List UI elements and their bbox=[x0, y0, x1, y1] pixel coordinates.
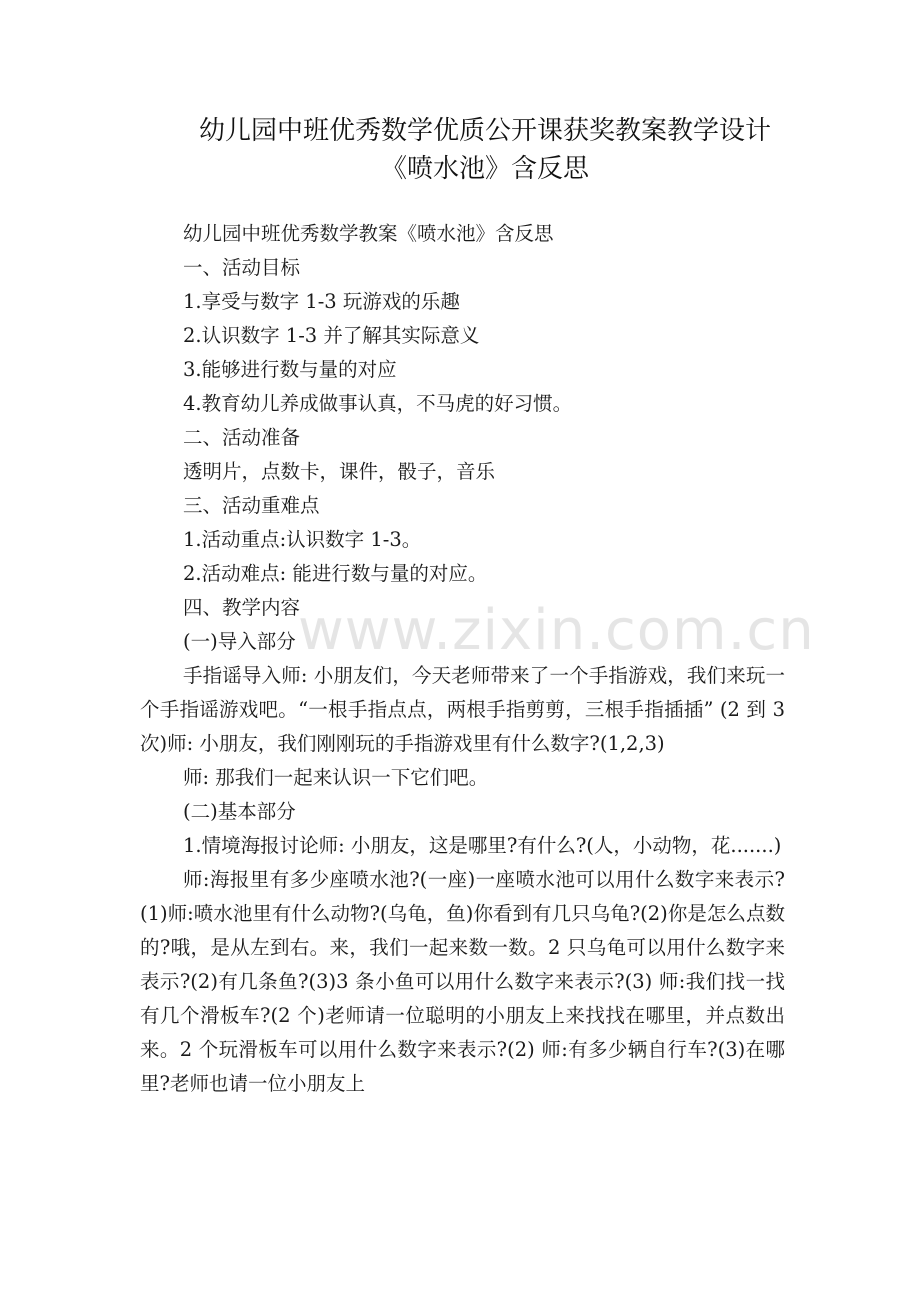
intro-part-heading: (一)导入部分 bbox=[183, 630, 296, 653]
watermark: www.zixin.com.cn bbox=[298, 598, 815, 663]
goal-item: 4.教育幼儿养成做事认真，不马虎的好习惯。 bbox=[183, 392, 573, 415]
lesson-subtitle: 幼儿园中班优秀数学教案《喷水池》含反思 bbox=[183, 222, 554, 245]
preparation-text: 透明片，点数卡，课件，骰子，音乐 bbox=[183, 460, 496, 483]
scene-discussion-paragraph: 1.情境海报讨论师: 小朋友，这是哪里?有什么?(人，小动物，花.......) bbox=[183, 834, 782, 857]
key-points-heading: 三、活动重难点 bbox=[183, 494, 320, 517]
difficulty-point: 2.活动难点: 能进行数与量的对应。 bbox=[183, 562, 488, 585]
poster-paragraph: 师:海报里有多少座喷水池?(一座)一座喷水池可以用什么数字来表示?(1)师:喷水池里有什么动物?(乌龟，鱼)你看到有几只乌龟?(2)你是怎么点数的?哦，是从左到右。来，我们一起来数一数。2 只乌龟可以用什么数字来表示?(2)有几条鱼?(3)3 条小鱼可以用什么数字来表示?(3) 师:我们找一找有几个滑板车?(2 个)老师请一位聪明的小朋友上来找找在哪里，并点数出来。2 个玩滑板车可以用什么数字来表示?(2) 师:有多少辆自行车?(3)在哪里?老师也请一位小朋友上 bbox=[140, 868, 785, 1095]
goal-item: 2.认识数字 1-3 并了解其实际意义 bbox=[183, 324, 480, 347]
preparation-heading: 二、活动准备 bbox=[183, 426, 301, 449]
goals-heading: 一、活动目标 bbox=[183, 256, 301, 279]
basic-part-heading: (二)基本部分 bbox=[183, 800, 296, 823]
document-title: 幼儿园中班优秀数学优质公开课获奖教案教学设计《喷水池》含反思 bbox=[198, 116, 771, 184]
goal-item: 3.能够进行数与量的对应 bbox=[183, 358, 397, 381]
teacher-paragraph: 师: 那我们一起来认识一下它们吧。 bbox=[183, 766, 489, 789]
teaching-content-heading: 四、教学内容 bbox=[183, 596, 301, 619]
document-body bbox=[140, 217, 785, 1101]
finger-rhyme-paragraph: 手指谣导入师: 小朋友们，今天老师带来了一个手指游戏，我们来玩一个手指谣游戏吧。“一根手指点点，两根手指剪剪，三根手指插插” (2 到 3 次)师: 小朋友，我们刚刚玩的手指游戏里有什么数字?(1,2,3) bbox=[140, 664, 785, 755]
goal-item: 1.享受与数字 1-3 玩游戏的乐趣 bbox=[183, 290, 460, 313]
key-point: 1.活动重点:认识数字 1-3。 bbox=[183, 528, 422, 551]
